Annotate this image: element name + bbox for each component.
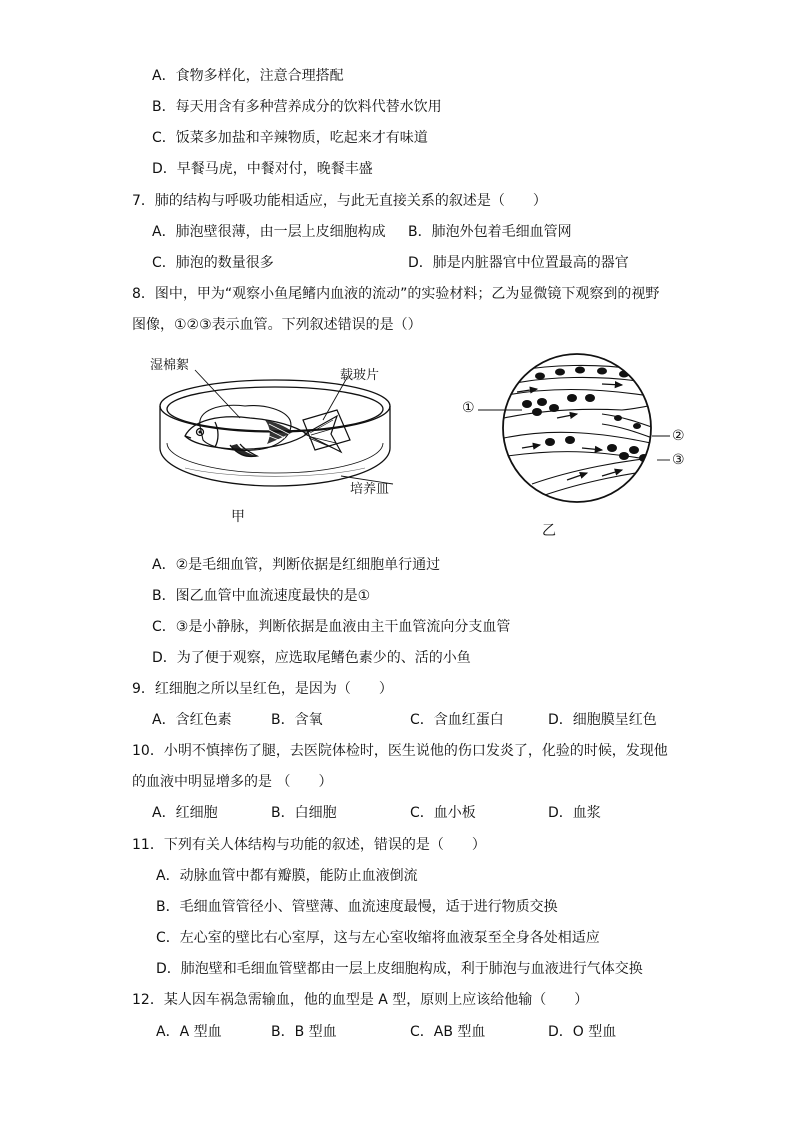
q6-option-c: C．饭菜多加盐和辛辣物质，吃起来才有味道 xyxy=(152,130,428,146)
q8-option-b: B．图乙血管中血流速度最快的是① xyxy=(152,588,371,604)
caption-yi: 乙 xyxy=(542,523,556,539)
q10-option-d: D．血浆 xyxy=(548,805,601,821)
q9-option-b: B．含氧 xyxy=(271,712,323,728)
label-wet-cotton: 湿棉絮 xyxy=(150,358,190,373)
q12-option-d: D．O 型血 xyxy=(548,1024,617,1040)
q8-option-c: C．③是小静脉，判断依据是血液由主干血管流向分支血管 xyxy=(152,619,511,635)
q10-option-b: B．白细胞 xyxy=(271,805,337,821)
q10-stem-line2: 的血液中明显增多的是 （ ） xyxy=(132,774,333,790)
q6-option-d: D．早餐马虎，中餐对付，晚餐丰盛 xyxy=(152,161,373,177)
caption-jia: 甲 xyxy=(231,509,245,525)
q9-option-a: A．含红色素 xyxy=(152,712,232,728)
q9-option-c: C．含血红蛋白 xyxy=(410,712,504,728)
figure-yi xyxy=(462,352,692,540)
q9-option-d: D．细胞膜呈红色 xyxy=(548,712,657,728)
q12-option-b: B．B 型血 xyxy=(271,1024,337,1040)
q11-option-a: A．动脉血管中都有瓣膜，能防止血液倒流 xyxy=(156,868,418,884)
q7-stem: 7．肺的结构与呼吸功能相适应，与此无直接关系的叙述是（ ） xyxy=(132,193,547,209)
q7-option-c: C．肺泡的数量很多 xyxy=(152,255,274,271)
q12-option-a: A．A 型血 xyxy=(156,1024,222,1040)
microscope-field-diagram xyxy=(462,352,692,540)
q11-stem: 11．下列有关人体结构与功能的叙述，错误的是（ ） xyxy=(132,837,486,853)
q9-stem: 9．红细胞之所以呈红色，是因为（ ） xyxy=(132,681,393,697)
q7-option-b: B．肺泡外包着毛细血管网 xyxy=(408,224,572,240)
q10-option-a: A．红细胞 xyxy=(152,805,218,821)
q7-option-a: A．肺泡壁很薄，由一层上皮细胞构成 xyxy=(152,224,386,240)
q11-option-d: D．肺泡壁和毛细血管壁都由一层上皮细胞构成，利于肺泡与血液进行气体交换 xyxy=(156,961,643,977)
q8-stem-line2: 图像，①②③表示血管。下列叙述错误的是（） xyxy=(132,317,422,333)
q11-option-b: B．毛细血管管径小、管壁薄、血流速度最慢，适于进行物质交换 xyxy=(156,899,558,915)
q8-stem-line1: 8．图中，甲为“观察小鱼尾鳍内血液的流动”的实验材料；乙为显微镜下观察到的视野 xyxy=(132,286,660,302)
marker-vessel-1: ① xyxy=(462,400,475,416)
figure-jia xyxy=(145,348,405,533)
q12-option-c: C．AB 型血 xyxy=(410,1024,486,1040)
q11-option-c: C．左心室的壁比右心室厚，这与左心室收缩将血液泵至全身各处相适应 xyxy=(156,930,600,946)
q8-option-d: D．为了便于观察，应选取尾鳍色素少的、活的小鱼 xyxy=(152,650,471,666)
q7-option-d: D．肺是内脏器官中位置最高的器官 xyxy=(408,255,629,271)
marker-vessel-3: ③ xyxy=(672,452,685,468)
q8-option-a: A．②是毛细血管，判断依据是红细胞单行通过 xyxy=(152,557,441,573)
q6-option-b: B．每天用含有多种营养成分的饮料代替水饮用 xyxy=(152,99,442,115)
label-slide: 载玻片 xyxy=(340,368,380,383)
q6-option-a: A．食物多样化，注意合理搭配 xyxy=(152,68,344,84)
q10-stem-line1: 10．小明不慎摔伤了腿，去医院体检时，医生说他的伤口发炎了，化验的时候，发现他 xyxy=(132,743,668,759)
label-petri-dish: 培养皿 xyxy=(350,482,390,497)
q10-option-c: C．血小板 xyxy=(410,805,476,821)
marker-vessel-2: ② xyxy=(672,428,685,444)
q12-stem: 12．某人因车祸急需输血，他的血型是 A 型，原则上应该给他输（ ） xyxy=(132,992,589,1008)
